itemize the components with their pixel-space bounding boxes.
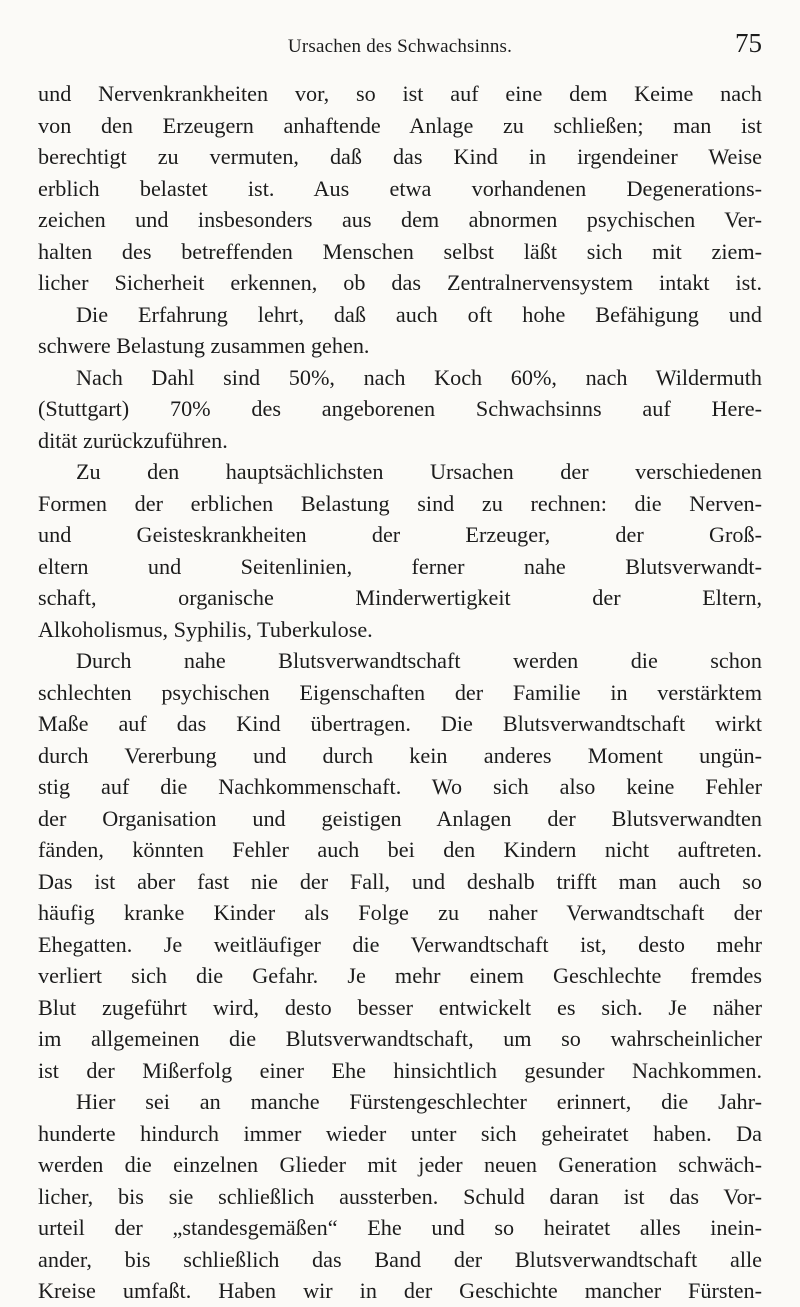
text-line: Das ist aber fast nie der Fall, und deshalb trifft man auch so bbox=[38, 868, 762, 894]
text-line: Ehegatten. Je weitläufiger die Verwandtschaft ist, desto mehr bbox=[38, 931, 762, 957]
text-line: der Organisation und geistigen Anlagen der Blutsverwandten bbox=[38, 805, 762, 831]
text-line: schlechten psychischen Eigenschaften der Familie in verstärktem bbox=[38, 679, 762, 705]
text-line: Die Erfahrung lehrt, daß auch oft hohe Befähigung und bbox=[76, 301, 762, 327]
text-line: schwere Belastung zusammen gehen. bbox=[38, 333, 370, 358]
text-line: urteil der „standesgemäßen“ Ehe und so heiratet alles inein- bbox=[38, 1215, 762, 1240]
text-line: verliert sich die Gefahr. Je mehr einem Geschlechte fremdes bbox=[38, 963, 762, 988]
text-line: licher Sicherheit erkennen, ob das Zentralnervensystem intakt ist. bbox=[38, 270, 762, 295]
text-line: Hier sei an manche Fürstengeschlechter erinnert, die Jahr- bbox=[76, 1089, 762, 1114]
text-line: eltern und Seitenlinien, ferner nahe Blutsverwandt- bbox=[38, 553, 762, 579]
text-line: schaft, organische Minderwertigkeit der Eltern, bbox=[38, 585, 762, 610]
text-line: licher, bis sie schließlich aussterben. Schuld daran ist das Vor- bbox=[38, 1183, 762, 1209]
text-line: zeichen und insbesonders aus dem abnormen psychischen Ver- bbox=[38, 207, 762, 232]
text-line: hunderte hindurch immer wieder unter sich geheiratet haben. Da bbox=[38, 1120, 762, 1146]
page-header bbox=[38, 24, 762, 60]
text-line: im allgemeinen die Blutsverwandtschaft, um so wahrscheinlicher bbox=[38, 1026, 762, 1051]
text-line: halten des betreffenden Menschen selbst läßt sich mit ziem- bbox=[38, 238, 762, 264]
text-line: ist der Mißerfolg einer Ehe hinsichtlich gesunder Nachkommen. bbox=[38, 1057, 762, 1083]
text-line: Nach Dahl sind 50%, nach Koch 60%, nach Wildermuth bbox=[76, 364, 762, 390]
text-line: stig auf die Nachkommenschaft. Wo sich also keine Fehler bbox=[38, 774, 762, 799]
text-line: durch Vererbung und durch kein anderes Moment ungün- bbox=[38, 742, 762, 768]
text-line: und Geisteskrankheiten der Erzeuger, der Groß- bbox=[38, 522, 762, 547]
page-number: 75 bbox=[735, 28, 762, 58]
text-line: ander, bis schließlich das Band der Blutsverwandtschaft alle bbox=[38, 1246, 762, 1272]
text-line: Maße auf das Kind übertragen. Die Blutsverwandtschaft wirkt bbox=[38, 711, 762, 736]
text-line: Zu den hauptsächlichsten Ursachen der verschiedenen bbox=[76, 459, 762, 484]
text-line: häufig kranke Kinder als Folge zu naher Verwandtschaft der bbox=[38, 900, 762, 925]
text-line: fänden, könnten Fehler auch bei den Kindern nicht auftreten. bbox=[38, 837, 762, 862]
text-line: Durch nahe Blutsverwandtschaft werden die schon bbox=[76, 648, 762, 673]
text-line: berechtigt zu vermuten, daß das Kind in irgendeiner Weise bbox=[38, 144, 762, 169]
text-line: Kreise umfaßt. Haben wir in der Geschichte mancher Fürsten- bbox=[38, 1278, 762, 1303]
text-line: werden die einzelnen Glieder mit jeder neuen Generation schwäch- bbox=[38, 1152, 762, 1177]
text-line: und Nervenkrankheiten vor, so ist auf eine dem Keime nach bbox=[38, 81, 762, 106]
text-line: dität zurückzuführen. bbox=[38, 427, 228, 453]
text-line: von den Erzeugern anhaftende Anlage zu schließen; man ist bbox=[38, 112, 762, 138]
text-line: (Stuttgart) 70% des angeborenen Schwachsinns auf Here- bbox=[38, 396, 762, 421]
text-line: erblich belastet ist. Aus etwa vorhandenen Degenerations- bbox=[38, 175, 762, 201]
text-line: Alkoholismus, Syphilis, Tuberkulose. bbox=[38, 616, 373, 642]
text-line: Blut zugeführt wird, desto besser entwickelt es sich. Je näher bbox=[38, 994, 762, 1020]
running-title: Ursachen des Schwachsinns. bbox=[287, 36, 513, 57]
text-line: Formen der erblichen Belastung sind zu rechnen: die Nerven- bbox=[38, 490, 762, 516]
body-text bbox=[38, 78, 762, 1307]
